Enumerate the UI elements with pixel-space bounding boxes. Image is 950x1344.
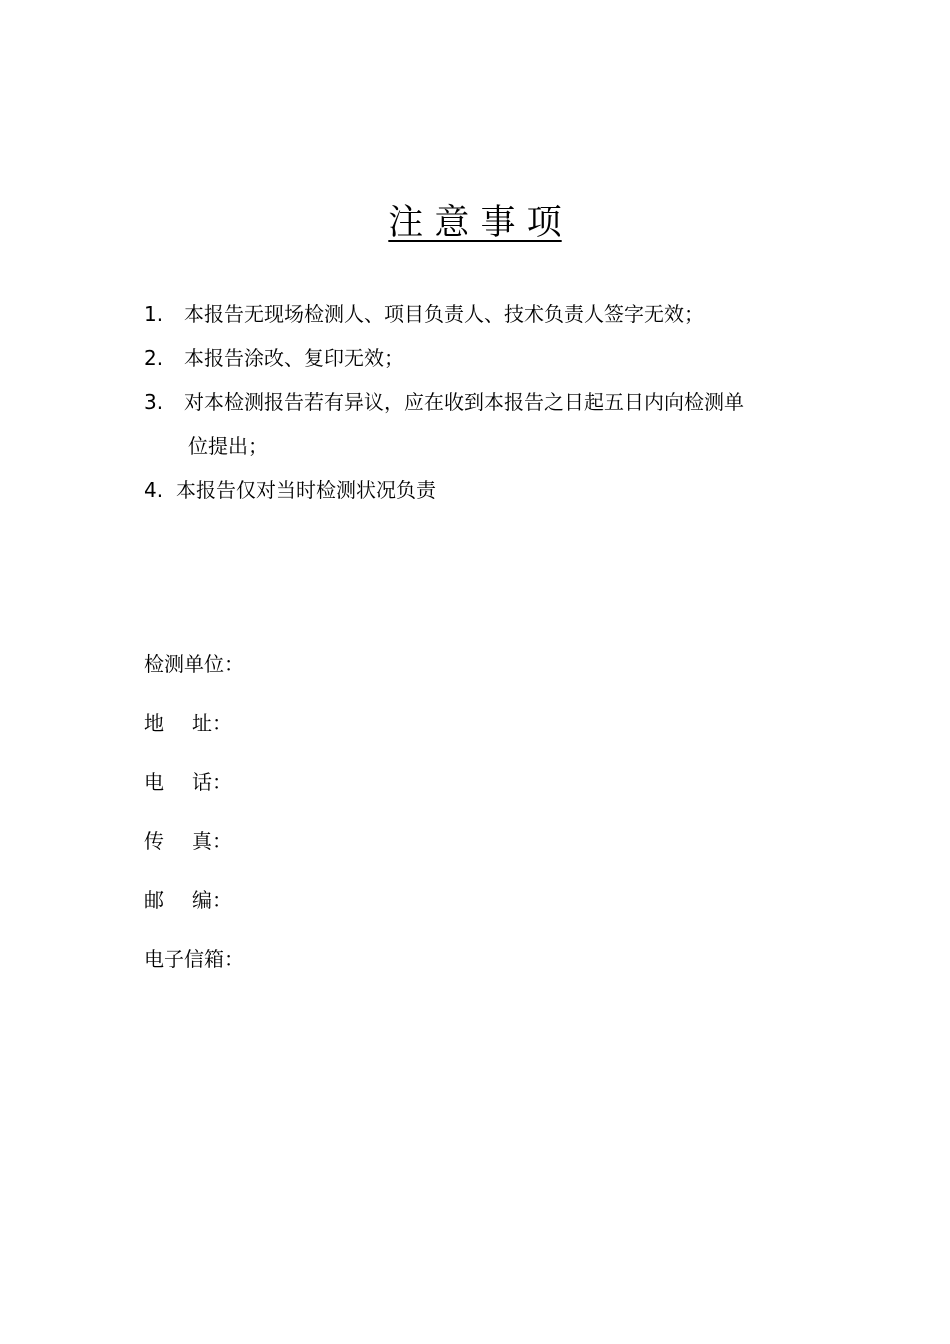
list-item xyxy=(144,336,824,380)
note-number: 3. xyxy=(144,390,164,414)
notes-list xyxy=(144,292,824,512)
list-item xyxy=(144,380,824,424)
title-text: 注 意 事 项 xyxy=(388,203,562,243)
list-item xyxy=(144,292,824,336)
note-text: 本报告无现场检测人、项目负责人、技术负责人签字无效； xyxy=(184,302,704,326)
contact-postcode-label-part1: 邮 xyxy=(144,888,164,912)
contact-address-label-part1: 地 xyxy=(144,711,164,735)
contact-postcode-label-part2: 编： xyxy=(192,888,232,912)
contact-email-label: 电子信箱： xyxy=(144,947,244,971)
contact-address-label-part2: 址： xyxy=(192,711,232,735)
contact-fax-label-part2: 真： xyxy=(192,829,232,853)
list-item-continuation xyxy=(144,424,824,468)
contact-phone-label-part1: 电 xyxy=(144,770,164,794)
note-number: 1. xyxy=(144,302,164,326)
note-text-continuation: 位提出； xyxy=(188,434,268,458)
contact-phone-label-part2: 话： xyxy=(192,770,232,794)
list-item xyxy=(144,468,824,512)
note-text: 对本检测报告若有异议，应在收到本报告之日起五日内向检测单 xyxy=(184,390,744,414)
page-title xyxy=(0,200,950,246)
note-number: 2. xyxy=(144,346,164,370)
note-text: 本报告仅对当时检测状况负责 xyxy=(176,478,436,502)
contact-fax-label-part1: 传 xyxy=(144,829,164,853)
note-number: 4. xyxy=(144,478,164,502)
contact-unit-label: 检测单位： xyxy=(144,652,244,676)
note-text: 本报告涂改、复印无效； xyxy=(184,346,404,370)
